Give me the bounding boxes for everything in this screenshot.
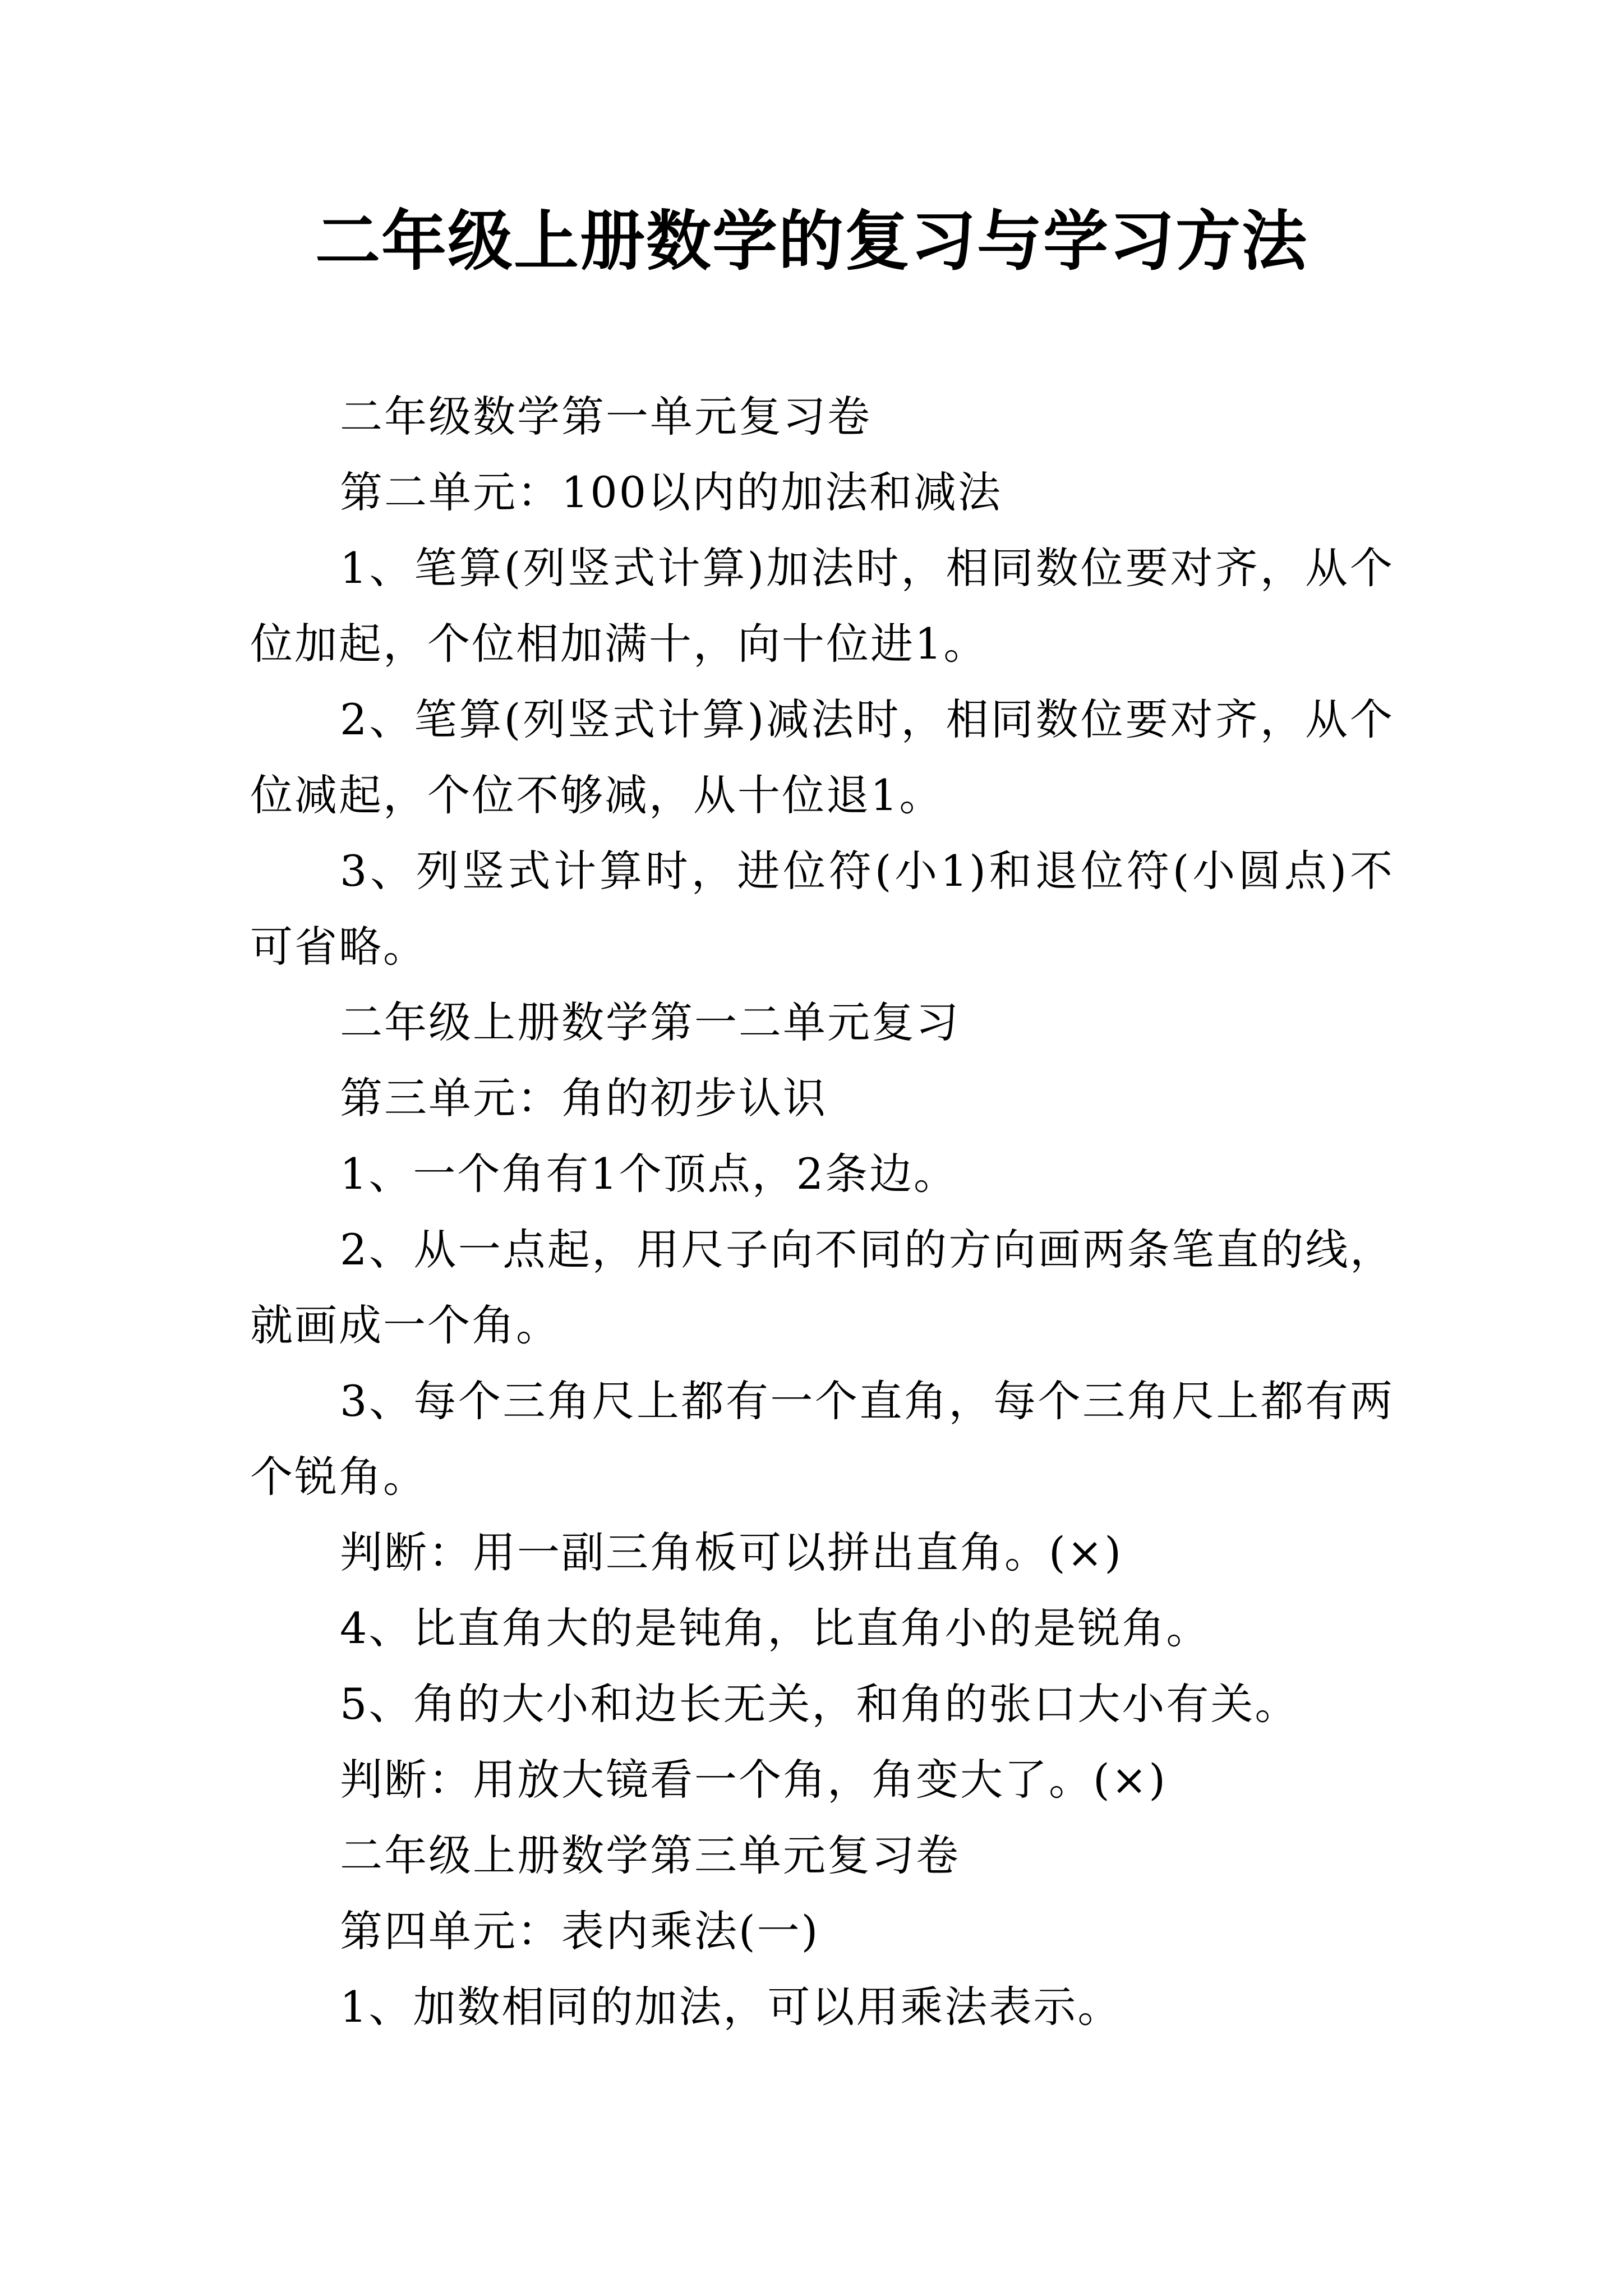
paragraph: 第二单元：100以内的加法和减法 (340, 467, 1003, 517)
paragraph: 1、加数相同的加法，可以用乘法表示。 (340, 1982, 1122, 2032)
paragraph: 2、从一点起，用尺子向不同的方向画两条笔直的线，就画成一个角。 (250, 1225, 1394, 1350)
paragraph: 3、列竖式计算时，进位符(小1)和退位符(小圆点)不可省略。 (250, 846, 1394, 972)
paragraph: 判断：用放大镜看一个角，角变大了。(×) (340, 1755, 1167, 1805)
paragraph: 第三单元：角的初步认识 (340, 1073, 827, 1123)
paragraph: 3、每个三角尺上都有一个直角，每个三角尺上都有两个锐角。 (250, 1376, 1394, 1502)
document-body (250, 379, 1394, 2045)
paragraph: 二年级上册数学第一二单元复习 (340, 997, 960, 1047)
document-title: 二年级上册数学的复习与学习方法 (315, 203, 1308, 279)
paragraph: 1、笔算(列竖式计算)加法时，相同数位要对齐，从个位加起，个位相加满十，向十位进1。 (250, 543, 1394, 669)
paragraph: 5、角的大小和边长无关，和角的张口大小有关。 (340, 1679, 1299, 1729)
paragraph: 2、笔算(列竖式计算)减法时，相同数位要对齐，从个位减起，个位不够减，从十位退1。 (250, 694, 1394, 820)
paragraph: 第四单元：表内乘法(一) (340, 1906, 820, 1956)
paragraph: 1、一个角有1个顶点，2条边。 (340, 1149, 958, 1199)
paragraph: 判断：用一副三角板可以拼出直角。(×) (340, 1527, 1123, 1577)
paragraph: 4、比直角大的是钝角，比直角小的是锐角。 (340, 1603, 1211, 1653)
paragraph: 二年级数学第一单元复习卷 (340, 392, 872, 441)
paragraph: 二年级上册数学第三单元复习卷 (340, 1830, 960, 1880)
